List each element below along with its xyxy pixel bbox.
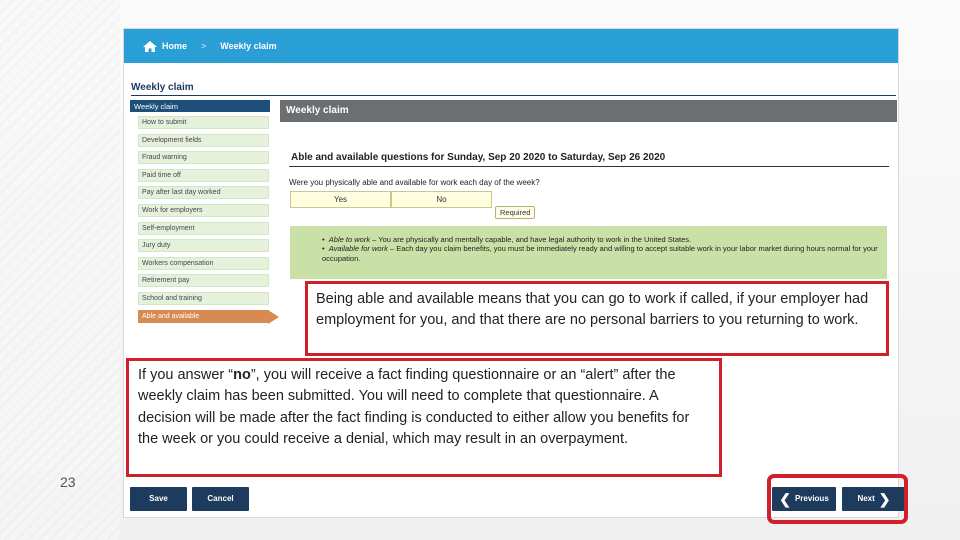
sidebar-item-paid-time-off[interactable]: Paid time off: [138, 169, 269, 182]
sidebar-item-work-for-employers[interactable]: Work for employers: [138, 204, 269, 217]
sidebar-item-retirement-pay[interactable]: Retirement pay: [138, 274, 269, 287]
definition-box: [290, 226, 887, 279]
panel-header: Weekly claim: [280, 100, 897, 122]
sidebar-item-fraud-warning[interactable]: Fraud warning: [138, 151, 269, 164]
sidebar-header[interactable]: Weekly claim: [130, 100, 270, 112]
sidebar-item-development-fields[interactable]: Development fields: [138, 134, 269, 147]
sidebar-item-school-and-training[interactable]: School and training: [138, 292, 269, 305]
answer-no-text: ”, you will receive a fact finding questionnaire or an “alert” after the weekly claim has been submitted. You will need to complete that questionnaire. A decision will be made after the fact finding is conducted to either allow you benefits for the week or you could receive a denial, which may result in an overpayment.: [138, 367, 690, 448]
definition-available-text: – Each day you claim benefits, you must be immediately ready and willing to accept suitable work in your labor market during hours normal for your occupation.: [322, 244, 878, 263]
form-actions: [130, 487, 249, 511]
previous-label: Previous: [794, 494, 829, 503]
able-available-callout: Being able and available means that you can go to work if called, if your employer had employment for you, and that there are no personal barriers to you returning to work.: [305, 281, 889, 356]
answer-no-button[interactable]: No: [391, 191, 492, 208]
breadcrumb-home[interactable]: Home: [162, 41, 188, 51]
save-button[interactable]: Save: [130, 487, 187, 511]
sidebar-item-workers-compensation[interactable]: Workers compensation: [138, 257, 269, 270]
title-divider: [131, 95, 896, 96]
chevron-left-icon: ❮: [779, 491, 791, 507]
definition-able-text: – You are physically and mentally capable, and have legal authority to work in the United States.: [370, 235, 692, 244]
definition-able: • Able to work – You are physically and mentally capable, and have legal authority to work in the United States.: [322, 235, 692, 244]
answer-yes-button[interactable]: Yes: [290, 191, 391, 208]
sidebar-list: [130, 116, 270, 323]
slide-number: 23: [60, 474, 76, 490]
answer-no-callout: [126, 358, 722, 477]
sidebar-item-able-and-available[interactable]: Able and available: [138, 310, 269, 323]
sidebar-item-self-employment[interactable]: Self-employment: [138, 222, 269, 235]
answer-no-prefix: If you answer “: [138, 367, 234, 383]
question-title: Able and available questions for Sunday, Sep 20 2020 to Saturday, Sep 26 2020: [291, 152, 666, 163]
claim-sidebar: [130, 100, 270, 327]
top-navigation-bar: [124, 29, 898, 63]
definition-able-term: Able to work: [328, 235, 371, 244]
slide-background-pattern: [0, 0, 120, 540]
sidebar-item-jury-duty[interactable]: Jury duty: [138, 239, 269, 252]
breadcrumb-separator-icon: >: [201, 41, 207, 51]
definition-available: • Available for work – Each day you claim benefits, you must be immediately ready and willing to accept suitable work in your labor market during hours normal for your occupation.: [322, 244, 878, 263]
breadcrumb-current: Weekly claim: [220, 41, 277, 51]
sidebar-item-pay-after-last-day-worked[interactable]: Pay after last day worked: [138, 186, 269, 199]
navigation-highlight: [767, 474, 908, 524]
answer-no-word: no: [233, 367, 251, 383]
answer-options: [290, 191, 492, 208]
sidebar-item-how-to-submit[interactable]: How to submit: [138, 116, 269, 129]
definition-available-term: Available for work: [328, 244, 388, 254]
question-divider: [289, 166, 889, 167]
chevron-right-icon: ❯: [878, 491, 891, 507]
home-icon[interactable]: [142, 40, 158, 53]
question-text: Were you physically able and available for work each day of the week?: [289, 178, 540, 187]
next-label: Next: [857, 494, 875, 503]
page-title: Weekly claim: [131, 82, 194, 93]
cancel-button[interactable]: Cancel: [192, 487, 249, 511]
required-badge: Required: [495, 206, 535, 219]
